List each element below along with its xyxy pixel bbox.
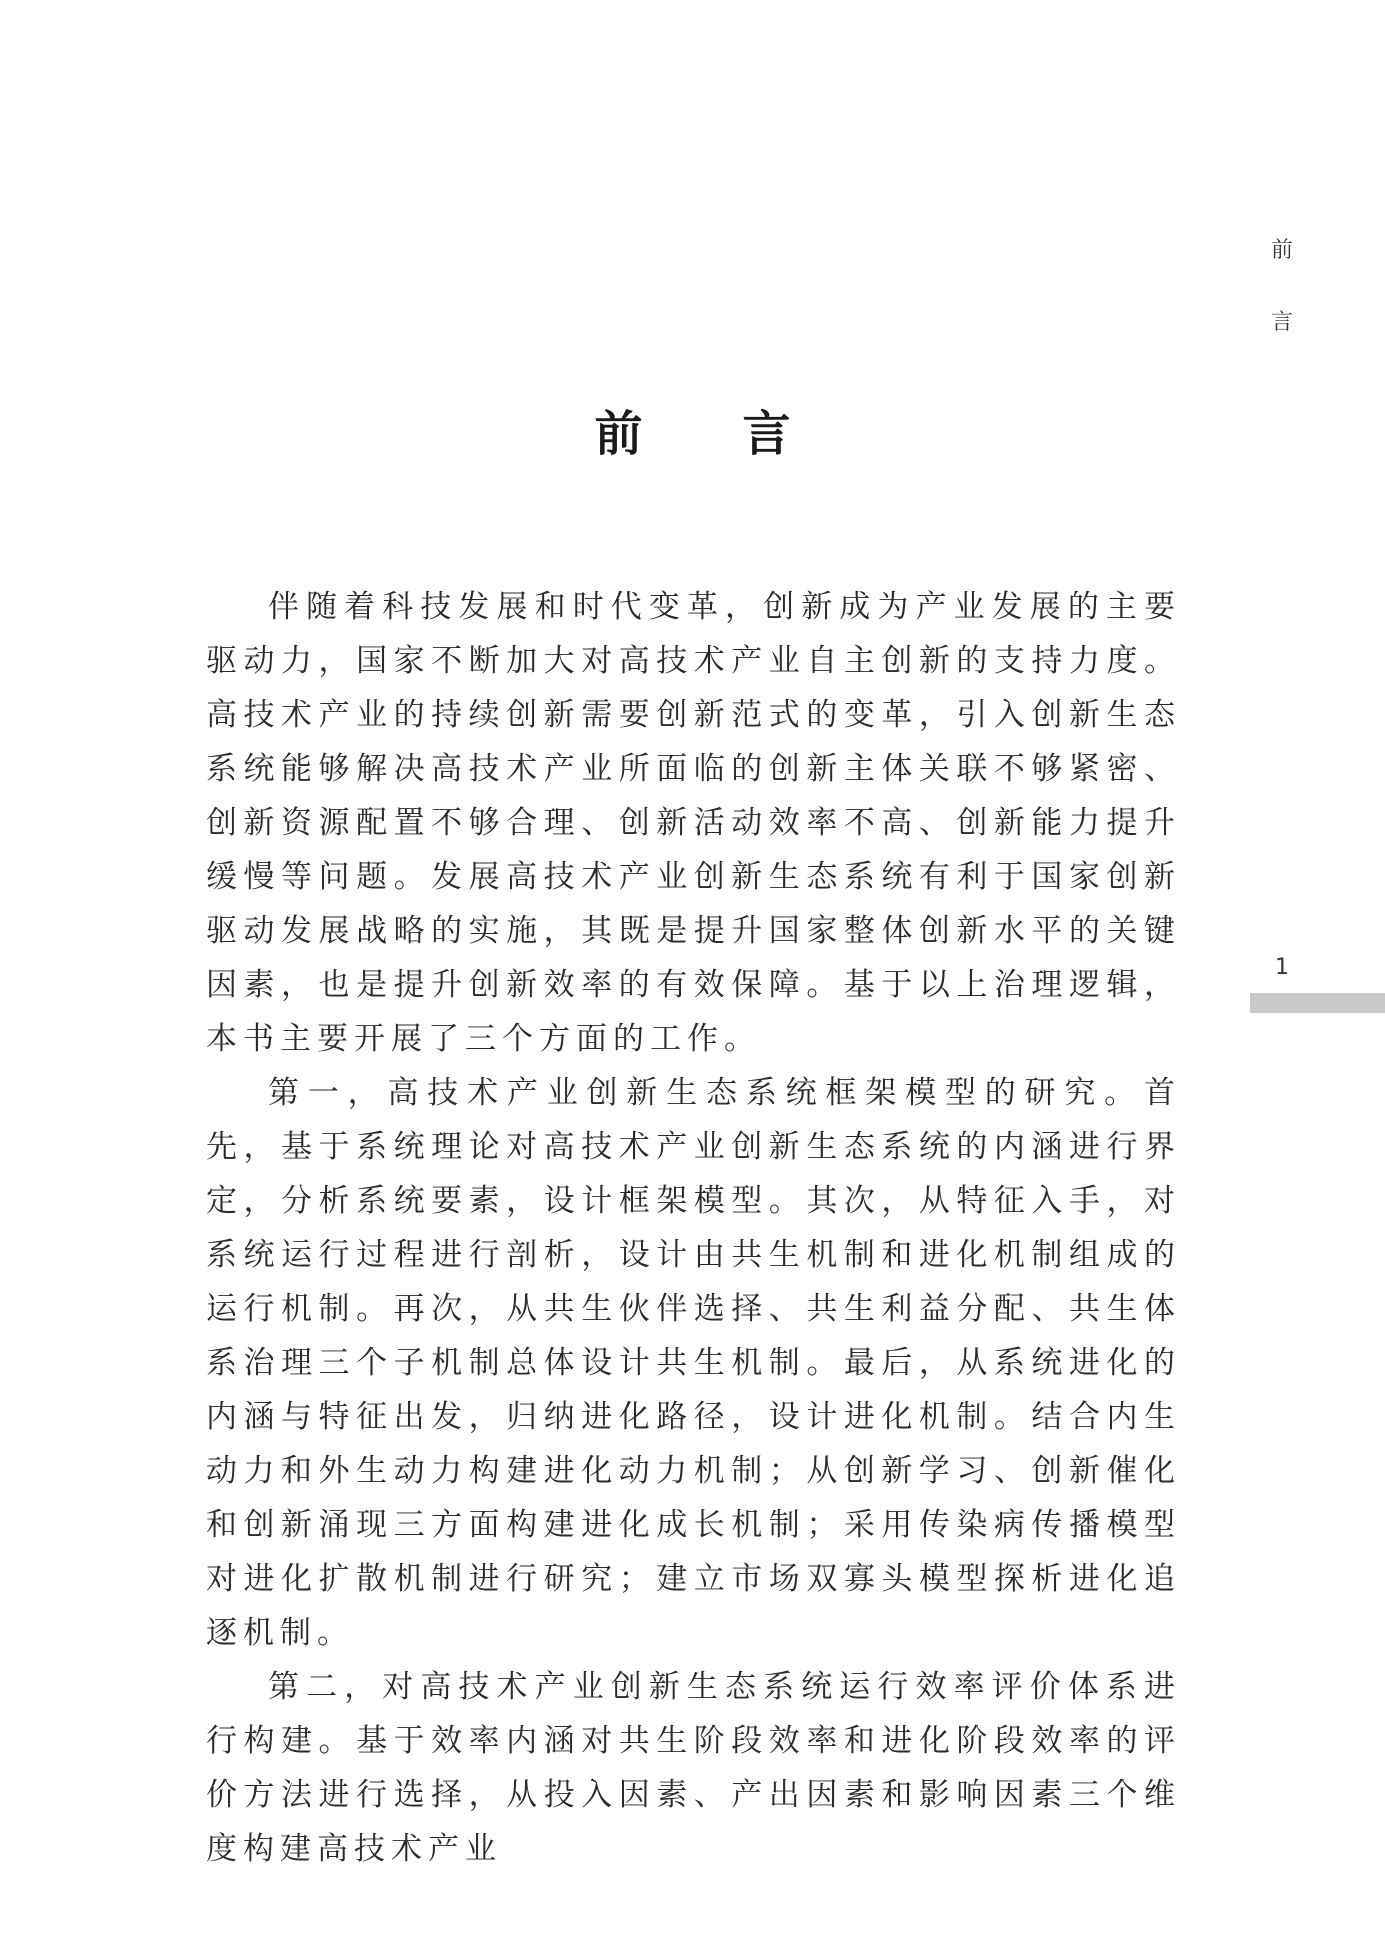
running-head-char-1: 前: [1270, 238, 1293, 263]
running-head: [1262, 236, 1302, 380]
body-text: [206, 580, 1181, 1876]
page-title: 前言: [594, 406, 891, 463]
paragraph-intro: 伴随着科技发展和时代变革，创新成为产业发展的主要驱动力，国家不断加大对高技术产业自主创新的支持力度。高技术产业的持续创新需要创新范式的变革，引入创新生态系统能够解决高技术产业所面临的创新主体关联不够紧密、创新资源配置不够合理、创新活动效率不高、创新能力提升缓慢等问题。发展高技术产业创新生态系统有利于国家创新驱动发展战略的实施，其既是提升国家整体创新水平的关键因素，也是提升创新效率的有效保障。基于以上治理逻辑，本书主要开展了三个方面的工作。: [206, 589, 1181, 1057]
running-head-char-2: 言: [1270, 310, 1293, 335]
chapter-thumb-tab: [1250, 993, 1385, 1013]
paragraph-first: 第一，高技术产业创新生态系统框架模型的研究。首先，基于系统理论对高技术产业创新生态系统的内涵进行界定，分析系统要素，设计框架模型。其次，从特征入手，对系统运行过程进行剖析，设计由共生机制和进化机制组成的运行机制。再次，从共生伙伴选择、共生利益分配、共生体系治理三个子机制总体设计共生机制。最后，从系统进化的内涵与特征出发，归纳进化路径，设计进化机制。结合内生动力和外生动力构建进化动力机制；从创新学习、创新催化和创新涌现三方面构建进化成长机制；采用传染病传播模型对进化扩散机制进行研究；建立市场双寡头模型探析进化追逐机制。: [206, 1075, 1181, 1651]
page-number: 1: [1275, 955, 1289, 980]
paragraph-second: 第二，对高技术产业创新生态系统运行效率评价体系进行构建。基于效率内涵对共生阶段效率和进化阶段效率的评价方法进行选择，从投入因素、产出因素和影响因素三个维度构建高技术产业: [206, 1669, 1181, 1867]
